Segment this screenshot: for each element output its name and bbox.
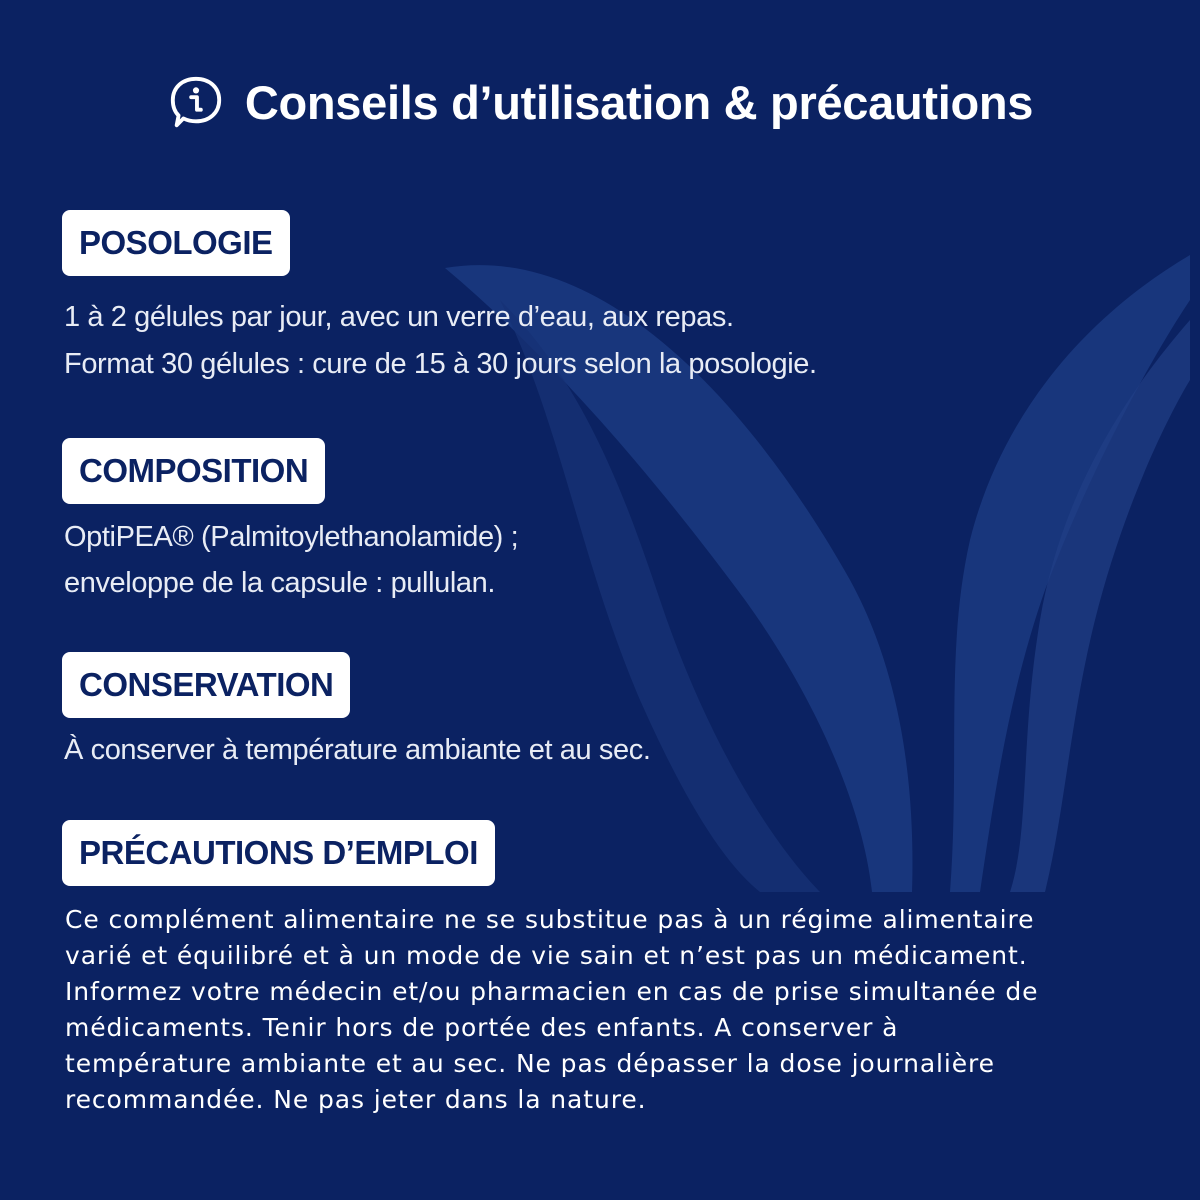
- posologie-line-2: Format 30 gélules : cure de 15 à 30 jours selon la posologie.: [64, 348, 817, 380]
- precautions-text: [65, 902, 1175, 1118]
- precautions-line-5: température ambiante et au sec. Ne pas dépasser la dose journalière: [65, 1049, 995, 1078]
- precautions-line-3: Informez votre médecin et/ou pharmacien en cas de prise simultanée de: [65, 977, 1039, 1006]
- section-heading-conservation: CONSERVATION: [62, 652, 350, 718]
- section-heading-precautions: PRÉCAUTIONS D’EMPLOI: [62, 820, 495, 886]
- composition-line-1: OptiPEA® (Palmitoylethanolamide) ;: [64, 521, 519, 553]
- section-heading-composition: COMPOSITION: [62, 438, 325, 504]
- posologie-line-1: 1 à 2 gélules par jour, avec un verre d’eau, aux repas.: [64, 301, 734, 333]
- page-title: Conseils d’utilisation & précautions: [244, 75, 1034, 129]
- composition-line-2: enveloppe de la capsule : pullulan.: [64, 567, 495, 599]
- title-row: [0, 62, 1200, 142]
- precautions-line-4: médicaments. Tenir hors de portée des enfants. A conserver à: [65, 1013, 899, 1042]
- precautions-line-2: varié et équilibré et à un mode de vie sain et n’est pas un médicament.: [65, 941, 1028, 970]
- section-heading-posologie: POSOLOGIE: [62, 210, 290, 276]
- precautions-line-6: recommandée. Ne pas jeter dans la nature.: [65, 1085, 647, 1114]
- info-chat-bubble-icon: [167, 73, 225, 131]
- conservation-line-1: À conserver à température ambiante et au sec.: [64, 734, 651, 766]
- precautions-line-1: Ce complément alimentaire ne se substitue pas à un régime alimentaire: [65, 905, 1035, 934]
